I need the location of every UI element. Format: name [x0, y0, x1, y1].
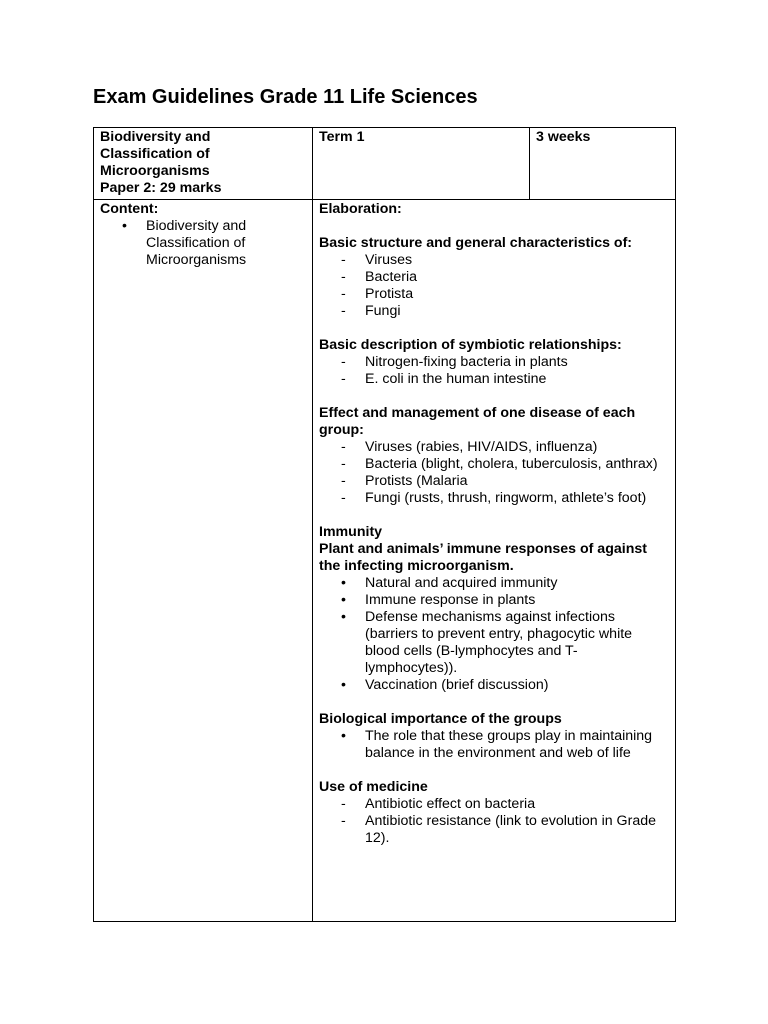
item-text: Antibiotic resistance (link to evolution in Grade 12).	[365, 813, 656, 846]
dash-marker: -	[341, 439, 346, 455]
section-heading: Effect and management of one disease of each group:	[319, 405, 636, 438]
topic-line: Biodiversity and	[100, 129, 211, 145]
dash-marker: -	[341, 796, 346, 812]
bullet-icon: •	[341, 728, 346, 744]
section-heading: Biological importance of the groups	[319, 711, 562, 727]
section-symbiosis	[319, 337, 669, 388]
item-text: Protists (Malaria	[365, 473, 468, 489]
document-title: Exam Guidelines Grade 11 Life Sciences	[93, 86, 478, 108]
guidelines-table	[93, 127, 676, 922]
topic-line: Microorganisms	[100, 163, 210, 179]
dash-marker: -	[341, 813, 346, 829]
dash-marker: -	[341, 473, 346, 489]
list-item	[319, 813, 669, 847]
elaboration-heading: Elaboration:	[319, 201, 402, 217]
duration-cell	[530, 128, 676, 200]
bullet-icon: •	[341, 575, 346, 591]
header-row	[94, 128, 676, 200]
duration-label: 3 weeks	[536, 129, 591, 145]
list-item	[319, 371, 669, 388]
section-medicine	[319, 779, 669, 847]
section-structure	[319, 235, 669, 320]
bullet-icon: •	[122, 218, 127, 234]
section-heading: Immunity	[319, 524, 383, 540]
elaboration-cell	[313, 200, 676, 922]
term-cell	[313, 128, 530, 200]
dash-marker: -	[341, 490, 346, 506]
list-item	[319, 575, 669, 592]
content-list	[100, 218, 306, 269]
item-text: Defense mechanisms against infections (barriers to prevent entry, phagocytic white blood cells (B-lymphocytes and T-lymphocytes)).	[365, 609, 633, 676]
list-item	[319, 286, 669, 303]
content-cell	[94, 200, 313, 922]
item-text: Fungi	[365, 303, 401, 319]
item-text: Antibiotic effect on bacteria	[365, 796, 536, 812]
dash-marker: -	[341, 303, 346, 319]
dash-marker: -	[341, 371, 346, 387]
topic-line: Classification of	[100, 146, 210, 162]
list-item	[319, 592, 669, 609]
term-label: Term 1	[319, 129, 365, 145]
section-biological-importance	[319, 711, 669, 762]
item-text: Viruses	[365, 252, 413, 268]
list-item	[319, 303, 669, 320]
item-text: Viruses (rabies, HIV/AIDS, influenza)	[365, 439, 598, 455]
item-text: Nitrogen-fixing bacteria in plants	[365, 354, 568, 370]
list-item	[319, 609, 669, 677]
item-text: Fungi (rusts, thrush, ringworm, athlete’s foot)	[365, 490, 647, 506]
list-item	[319, 252, 669, 269]
dash-marker: -	[341, 456, 346, 472]
item-text: Immune response in plants	[365, 592, 536, 608]
list-item	[319, 728, 669, 762]
item-text: Protista	[365, 286, 414, 302]
dash-marker: -	[341, 269, 346, 285]
bullet-icon: •	[341, 677, 346, 693]
bullet-icon: •	[341, 592, 346, 608]
dash-marker: -	[341, 286, 346, 302]
section-heading: Basic description of symbiotic relationships:	[319, 337, 622, 353]
content-heading: Content:	[100, 201, 159, 217]
list-item	[319, 269, 669, 286]
section-heading: Use of medicine	[319, 779, 428, 795]
paper-marks: Paper 2: 29 marks	[100, 180, 222, 196]
list-item	[319, 490, 669, 507]
section-immunity	[319, 524, 669, 694]
content-item: Biodiversity and Classification of Microorganisms	[146, 218, 247, 268]
list-item	[319, 456, 669, 473]
item-text: Bacteria	[365, 269, 418, 285]
list-item	[319, 473, 669, 490]
item-text: Bacteria (blight, cholera, tuberculosis, anthrax)	[365, 456, 658, 472]
dash-marker: -	[341, 252, 346, 268]
section-heading: Basic structure and general characteristics of:	[319, 235, 633, 251]
list-item	[100, 218, 306, 269]
list-item	[319, 439, 669, 456]
list-item	[319, 796, 669, 813]
body-row	[94, 200, 676, 922]
item-text: E. coli in the human intestine	[365, 371, 547, 387]
section-subheading: Plant and animals’ immune responses of against the infecting microorganism.	[319, 541, 647, 574]
bullet-icon: •	[341, 609, 346, 625]
topic-cell	[94, 128, 313, 200]
item-text: Natural and acquired immunity	[365, 575, 558, 591]
list-item	[319, 677, 669, 694]
section-disease	[319, 405, 669, 507]
item-text: Vaccination (brief discussion)	[365, 677, 549, 693]
item-text: The role that these groups play in maintaining balance in the environment and web of life	[365, 728, 653, 761]
dash-marker: -	[341, 354, 346, 370]
list-item	[319, 354, 669, 371]
